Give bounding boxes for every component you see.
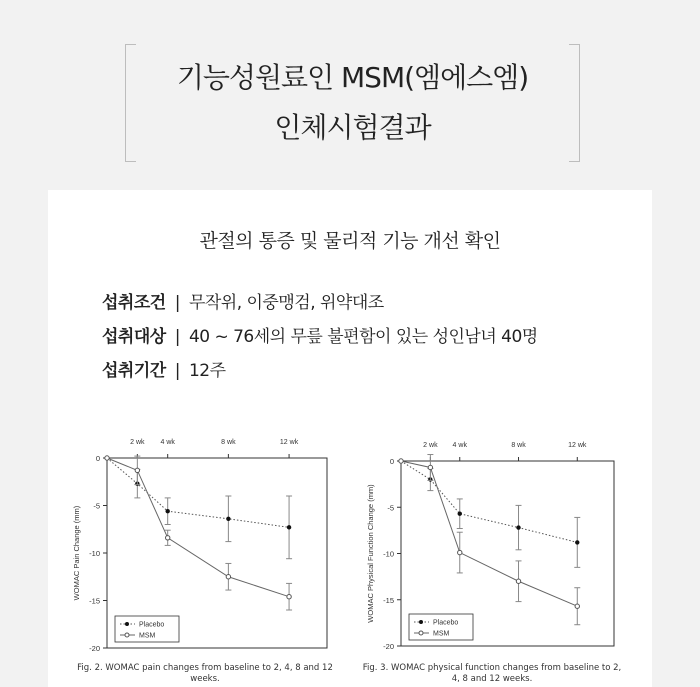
condition-key: 섭취대상 (102, 327, 166, 347)
legend-label: MSM (433, 630, 450, 638)
condition-separator: | (174, 293, 180, 313)
condition-separator: | (174, 361, 180, 381)
data-point-msm (226, 575, 230, 579)
data-point-msm (575, 604, 579, 608)
data-point-placebo (226, 517, 230, 521)
y-tick-label: -15 (89, 596, 100, 606)
data-point-placebo (575, 540, 579, 544)
chart-2 (366, 442, 614, 651)
legend-marker (125, 622, 129, 626)
y-axis-label: WOMAC Pain Change (mm) (72, 505, 81, 601)
condition-value: 무작위, 이중맹검, 위약대조 (188, 293, 384, 313)
top-tick-label: 8 wk (511, 442, 526, 449)
header-title-line2: 인체시험결과 (274, 111, 431, 144)
legend-label: Placebo (139, 621, 165, 629)
series-line-msm (401, 461, 577, 606)
top-tick-label: 2 wk (130, 439, 145, 446)
series-line-placebo (107, 458, 289, 527)
y-tick-label: -5 (93, 501, 100, 511)
y-tick-label: 0 (389, 457, 394, 466)
header-title-line1: 기능성원료인 MSM(엠에스엠) (176, 61, 529, 94)
y-tick-label: -5 (387, 503, 394, 513)
card-subtitle: 관절의 통증 및 물리적 기능 개선 확인 (199, 230, 501, 252)
condition-key: 섭취기간 (102, 361, 166, 381)
series-line-msm (107, 458, 289, 597)
y-tick-label: -10 (383, 549, 394, 559)
data-point-msm (458, 550, 462, 554)
y-tick-label: -20 (383, 642, 394, 651)
data-point-msm (287, 595, 291, 599)
data-point-msm (105, 456, 109, 460)
chart-1 (72, 439, 327, 653)
data-point-placebo (287, 525, 291, 529)
legend-marker (419, 631, 423, 635)
top-tick-label: 2 wk (423, 442, 438, 449)
condition-separator: | (174, 327, 180, 347)
data-point-msm (428, 465, 432, 469)
y-axis-label: WOMAC Physical Function Change (mm) (366, 484, 375, 623)
condition-value: 12주 (188, 361, 226, 381)
data-point-msm (135, 468, 139, 472)
y-tick-label: 0 (95, 454, 100, 463)
legend-label: MSM (139, 632, 156, 640)
data-point-msm (165, 536, 169, 540)
top-tick-label: 12 wk (568, 442, 587, 449)
figure-caption-function: Fig. 3. WOMAC physical function changes from baseline to 2, 4, 8 and 12 weeks. (362, 663, 622, 684)
series-line-placebo (401, 461, 577, 542)
top-tick-label: 8 wk (221, 439, 236, 446)
top-tick-label: 4 wk (452, 442, 467, 449)
data-point-placebo (458, 512, 462, 516)
condition-value: 40 ~ 76세의 무릎 불편함이 있는 성인남녀 40명 (188, 327, 538, 347)
data-point-msm (516, 579, 520, 583)
y-tick-label: -20 (89, 644, 100, 653)
legend-marker (125, 633, 129, 637)
legend-label: Placebo (433, 619, 459, 627)
data-point-placebo (516, 525, 520, 529)
condition-key: 섭취조건 (102, 293, 166, 313)
top-tick-label: 4 wk (160, 439, 175, 446)
data-point-placebo (165, 509, 169, 513)
y-tick-label: -15 (383, 595, 394, 605)
y-tick-label: -10 (89, 549, 100, 558)
data-point-msm (399, 459, 403, 463)
figure-caption-pain: Fig. 2. WOMAC pain changes from baseline to 2, 4, 8 and 12 weeks. (77, 663, 333, 684)
top-tick-label: 12 wk (279, 439, 299, 446)
legend-marker (419, 620, 423, 624)
